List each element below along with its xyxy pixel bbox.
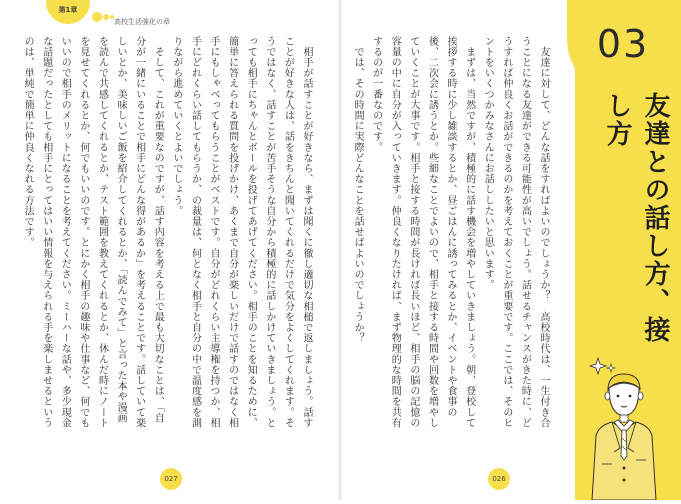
section-title: 友達との話し方、接し方	[602, 92, 670, 344]
student-with-sparkles-icon	[584, 356, 664, 500]
right-body-text: 友達に対して、どんな話をすればよいのでしょうか？ 高校時代は、一生付き合うことになる友達ができる可能性が高いでしょう。話せるチャンスがきた時に、どうすれば仲良くお話ができるのかを考えておくことが重要です。ここでは、そのヒントをいくつかみなさんにお話ししたいと思います。 まずは、当然ですが、積極的に話す機会を増やしていきましょう。朝、登校して挨拶する時に少し雑談するとか、昼ごはんに誘ってみるとか、イベントや食事の後、二次会に誘うとか。些細なことでよいので、相手と接する時間や回数を増やしていくことが大事です。相手と接する時間が長ければ長いほど、相手の脳の記憶の容量の中に自分が入っていきます。仲良くなりたければ、まず物理的な時間を共有するのが一番なのです。 では、その時間に実際どんなことを話せばよいのでしょうか？	[352, 36, 549, 429]
chapter-subtitle: 高校生活強化の章	[114, 18, 170, 26]
page-number-left: 027	[160, 468, 182, 490]
left-body-text: 相手が話すことが好きなら、まずは聞くに徹し適切な相槌で返しましょう。話すことが好きな人は、話をきちんと聞いてくれるだけで気分をよくしてくれます。そうではなく、話すことが苦手そうな自分から積極的に話しかけていきましょう。とっても相手にちゃんとボールを投げてあげてください。相手のことを知るために、簡単に答えられる質問を投げかけ、あくまで自分が楽しいだけで話すのではなく相手にもしゃべってもらうことがベストです。自分がどれくらい主導権を持つか、相手にどれくらい話してもらうか、の裁量は、何となく相手と自分の中で温度感を測りながら進めていくとよいでしょう。 そして、これが重要なのですが、話す内容を考える上で最も大切なことは、「自分が一緒にいることで相手にどんな得があるか」を考えることです。話していて楽しいとか、美味しいご飯を紹介してくれるとか、「読んでみて」と言った本や漫画を読んで共感してくれるとか、テスト範囲を教えてくれるとか、休んだ時にノートを見せてくれるとか、何でもいいのです。とにかく相手の趣味や仕事など、何でもいいので相手のメリットになることを考えてください。ミーハーな話や、多少現金な話題だったとしても相手にとってはいい情報を与えられる手を楽しませるというのは、単純で簡単に仲良くなれる方法です。	[22, 36, 312, 429]
chapter-label: 第1章	[46, 0, 90, 24]
chapter-header	[0, 0, 340, 40]
section-number: 03	[596, 22, 650, 66]
page-number-right: 026	[488, 468, 510, 490]
left-page	[0, 0, 340, 500]
